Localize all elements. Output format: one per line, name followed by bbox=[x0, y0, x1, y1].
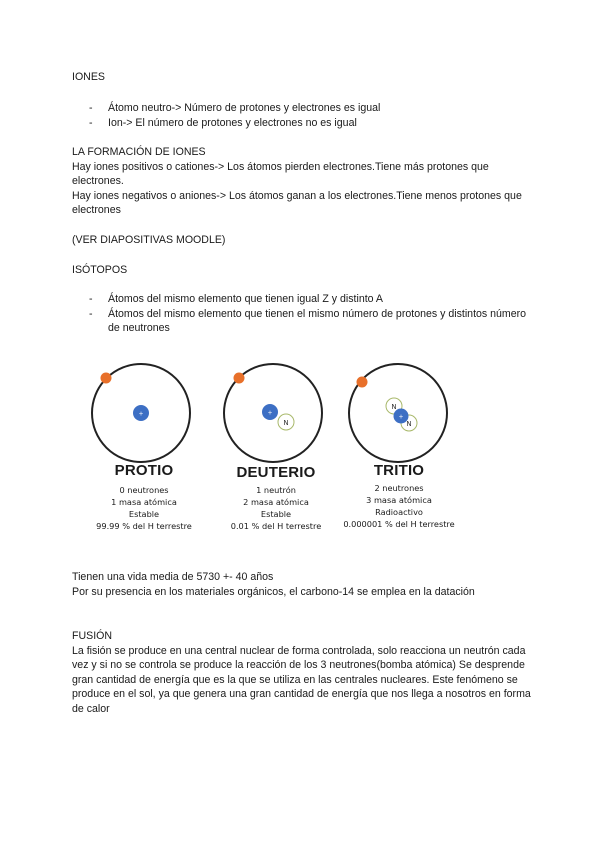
proton-label: + bbox=[138, 410, 144, 418]
ver-text: (VER DIAPOSITIVAS MOODLE) bbox=[72, 234, 226, 246]
fusion-section bbox=[72, 629, 532, 717]
deuterio-title: DEUTERIO bbox=[236, 464, 316, 481]
tritio-line: 0.000001 % del H terrestre bbox=[343, 519, 455, 529]
formacion-line2: Hay iones negativos o aniones-> Los átomos ganan a los electrones.Tiene menos protones que electrones bbox=[72, 189, 525, 217]
protio-atom bbox=[92, 364, 190, 462]
tritio-line: 2 neutrones bbox=[374, 483, 424, 493]
list-item: - Ion-> El número de protones y electrones no es igual bbox=[72, 116, 532, 131]
deuterio-atom bbox=[224, 364, 322, 462]
tritio-atom bbox=[349, 364, 447, 462]
neutron-label: N bbox=[391, 403, 397, 411]
ver-note bbox=[72, 233, 532, 248]
tritio-title: TRITIO bbox=[373, 462, 425, 479]
fusion-text: La fisión se produce en una central nuclear de forma controlada, solo reacciona un neutrón cada vez y si no se controla se produce la reacción de los 3 neutrones(bomba atómica) Se desprende gran cantidad de energía que es la que se utiliza en las centrales nucleares. Este fenómeno se produce en el sol, ya que genera una gran cantidad de energía que nos llega a nosotros en forma de calor bbox=[72, 644, 534, 715]
tritio-line: 3 masa atómica bbox=[366, 495, 432, 505]
electron bbox=[101, 373, 112, 384]
fusion-heading: FUSIÓN bbox=[72, 630, 113, 642]
proton-label: + bbox=[398, 413, 404, 421]
protio-title: PROTIO bbox=[114, 462, 174, 479]
iones-list bbox=[72, 101, 532, 130]
deuterio-line: 1 neutrón bbox=[256, 485, 296, 495]
formacion-heading: LA FORMACIÓN DE IONES bbox=[72, 146, 206, 158]
isotopos-list bbox=[72, 292, 532, 336]
formacion-section bbox=[72, 145, 532, 218]
list-item: - Átomos del mismo elemento que tienen igual Z y distinto A bbox=[72, 292, 532, 307]
vida-section bbox=[72, 570, 532, 599]
isotopos-heading: ISÓTOPOS bbox=[72, 264, 128, 276]
deuterio-line: 0.01 % del H terrestre bbox=[230, 521, 322, 531]
proton-label: + bbox=[267, 409, 273, 417]
neutron-label: N bbox=[406, 420, 412, 428]
isotopos-section bbox=[72, 263, 532, 278]
vida-line2: Por su presencia en los materiales orgánicos, el carbono-14 se emplea en la datación bbox=[72, 585, 475, 598]
electron bbox=[357, 377, 368, 388]
list-item: - Átomo neutro-> Número de protones y electrones es igual bbox=[72, 101, 532, 116]
iones-section bbox=[72, 70, 532, 85]
tritio-line: Radioactivo bbox=[375, 507, 423, 517]
isotopes-figure bbox=[80, 360, 480, 540]
deuterio-line: 2 masa atómica bbox=[243, 497, 309, 507]
formacion-line1: Hay iones positivos o cationes-> Los átomos pierden electrones.Tiene más protones que electrones. bbox=[72, 160, 492, 188]
protio-line: Estable bbox=[128, 509, 160, 519]
protio-line: 1 masa atómica bbox=[111, 497, 177, 507]
iones-heading: IONES bbox=[72, 71, 105, 83]
protio-line: 0 neutrones bbox=[119, 485, 169, 495]
vida-line1: Tienen una vida media de 5730 +- 40 años bbox=[72, 571, 274, 583]
list-item: - Átomos del mismo elemento que tienen el mismo número de protones y distintos número de neutrones bbox=[72, 307, 532, 336]
neutron-label: N bbox=[283, 419, 289, 427]
deuterio-line: Estable bbox=[260, 509, 292, 519]
protio-line: 99.99 % del H terrestre bbox=[96, 521, 192, 531]
electron bbox=[234, 373, 245, 384]
